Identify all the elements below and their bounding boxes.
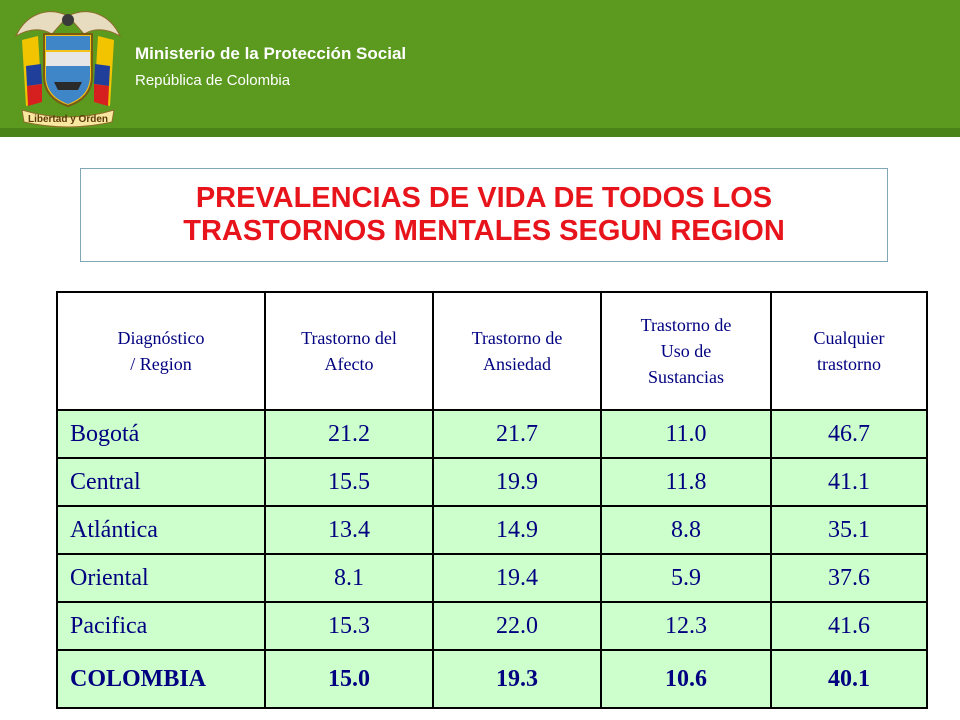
value-cell: 15.3 — [265, 602, 433, 650]
value-cell: 35.1 — [771, 506, 927, 554]
prevalence-table — [56, 291, 928, 709]
region-cell: Oriental — [57, 554, 265, 602]
value-cell: 8.8 — [601, 506, 771, 554]
title-line-2: TRASTORNOS MENTALES SEGUN REGION — [183, 215, 785, 247]
value-cell: 13.4 — [265, 506, 433, 554]
table-total-row — [57, 650, 927, 708]
region-cell: Pacifica — [57, 602, 265, 650]
header-text: Cualquier — [813, 328, 885, 348]
header-text: Afecto — [324, 354, 374, 374]
header-text: Diagnóstico — [117, 328, 205, 348]
value-cell: 8.1 — [265, 554, 433, 602]
value-cell: 46.7 — [771, 410, 927, 458]
header-bar — [0, 0, 960, 137]
header-text: / Region — [130, 354, 192, 374]
table-row — [57, 506, 927, 554]
value-cell: 21.7 — [433, 410, 601, 458]
value-cell: 41.6 — [771, 602, 927, 650]
value-cell: 40.1 — [771, 650, 927, 708]
header-text: Uso de — [660, 341, 712, 361]
header-text: Trastorno del — [301, 328, 397, 348]
header-text: trastorno — [817, 354, 881, 374]
table-row — [57, 410, 927, 458]
value-cell: 22.0 — [433, 602, 601, 650]
table-row — [57, 458, 927, 506]
title-line-1: PREVALENCIAS DE VIDA DE TODOS LOS — [195, 182, 773, 214]
column-header-afecto — [265, 292, 433, 410]
page-title — [183, 182, 785, 248]
table-row — [57, 602, 927, 650]
value-cell: 11.8 — [601, 458, 771, 506]
header-text: Ansiedad — [483, 354, 551, 374]
region-cell: Central — [57, 458, 265, 506]
value-cell: 41.1 — [771, 458, 927, 506]
header-text: Sustancias — [648, 367, 724, 387]
region-cell: Atlántica — [57, 506, 265, 554]
value-cell: 10.6 — [601, 650, 771, 708]
value-cell: 15.5 — [265, 458, 433, 506]
value-cell: 37.6 — [771, 554, 927, 602]
column-header-cualquier — [771, 292, 927, 410]
value-cell: 19.9 — [433, 458, 601, 506]
value-cell: 19.4 — [433, 554, 601, 602]
value-cell: 21.2 — [265, 410, 433, 458]
value-cell: 11.0 — [601, 410, 771, 458]
table-row — [57, 554, 927, 602]
value-cell: 15.0 — [265, 650, 433, 708]
svg-text:Libertad y Orden: Libertad y Orden — [27, 114, 109, 125]
region-cell: COLOMBIA — [57, 650, 265, 708]
header-text: Trastorno de — [640, 315, 732, 335]
column-header-ansiedad — [433, 292, 601, 410]
header-text: Trastorno de — [471, 328, 563, 348]
value-cell: 5.9 — [601, 554, 771, 602]
column-header-sustancias — [601, 292, 771, 410]
value-cell: 12.3 — [601, 602, 771, 650]
column-header-diagnostico — [57, 292, 265, 410]
header-accent-strip — [0, 128, 960, 137]
ministry-name: Ministerio de la Protección Social — [135, 44, 407, 63]
region-cell: Bogotá — [57, 410, 265, 458]
value-cell: 19.3 — [433, 650, 601, 708]
republic-name: República de Colombia — [135, 72, 291, 89]
coat-of-arms-logo — [8, 6, 128, 130]
value-cell: 14.9 — [433, 506, 601, 554]
table-header-row — [57, 292, 927, 410]
title-box — [80, 168, 888, 262]
